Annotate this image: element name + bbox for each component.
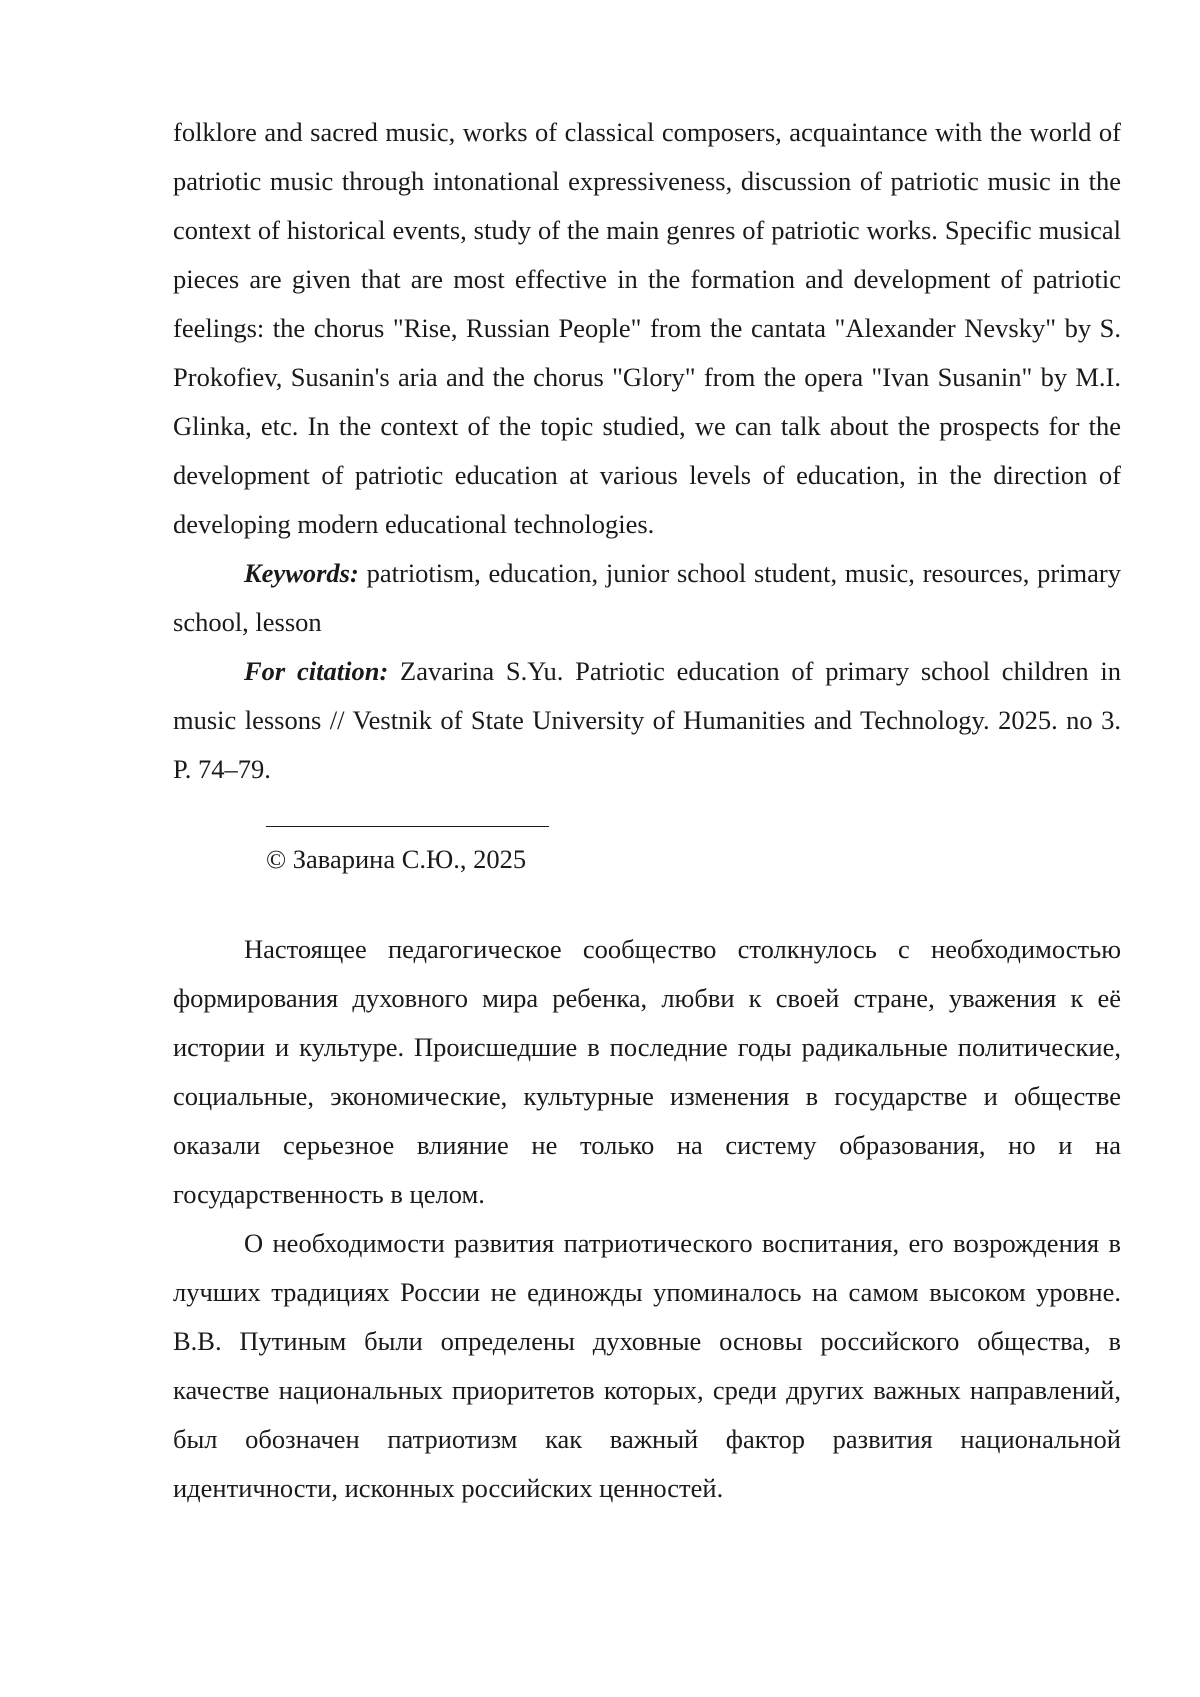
section-spacer (173, 884, 1121, 925)
abstract-continuation: folklore and sacred music, works of classical composers, acquaintance with the world of patriotic music through intonational expressiveness, discussion of patriotic music in the context of historical events, study of the main genres of patriotic works. Specific musical pieces are given that are most effective in the formation and development of patriotic feelings: the chorus "Rise, Russian People" from the cantata "Alexander Nevsky" by S. Prokofiev, Susanin's aria and the chorus "Glory" from the opera "Ivan Susanin" by M.I. Glinka, etc. In the context of the topic studied, we can talk about the prospects for the development of patriotic education at various levels of education, in the direction of developing modern educational technologies. (173, 117, 1121, 539)
body-paragraph: О необходимости развития патриотического воспитания, его возрождения в лучших традициях России не единожды упоминалось на самом высоком уровне. В.В. Путиным были определены духовные основы российского общества, в качестве национальных приоритетов которых, среди других важных направлений, был обозначен патриотизм как важный фактор развития национальной идентичности, исконных российских ценностей. (173, 1228, 1121, 1503)
footnote-divider (266, 826, 549, 827)
citation-label: For citation: (244, 656, 389, 686)
page-content (173, 108, 1121, 1513)
citation-paragraph (173, 647, 1121, 794)
citation-text: Zavarina S.Yu. Patriotic education of primary school children in music lessons // Vestnik of State University of Humanities and Technology. 2025. no 3. P. 74–79. (173, 656, 1121, 784)
body-paragraph: Настоящее педагогическое сообщество столкнулось с необходимостью формирования духовного мира ребенка, любви к своей стране, уважения к её истории и культуре. Происшедшие в последние годы радикальные политические, социальные, экономические, культурные изменения в государстве и обществе оказали серьезное влияние не только на систему образования, но и на государственность в целом. (173, 934, 1121, 1209)
copyright-notice: © Заварина С.Ю., 2025 (266, 844, 527, 874)
keywords-label: Keywords: (244, 558, 359, 588)
keywords-paragraph (173, 549, 1121, 647)
keywords-text: patriotism, education, junior school student, music, resources, primary school, lesson (173, 558, 1121, 637)
